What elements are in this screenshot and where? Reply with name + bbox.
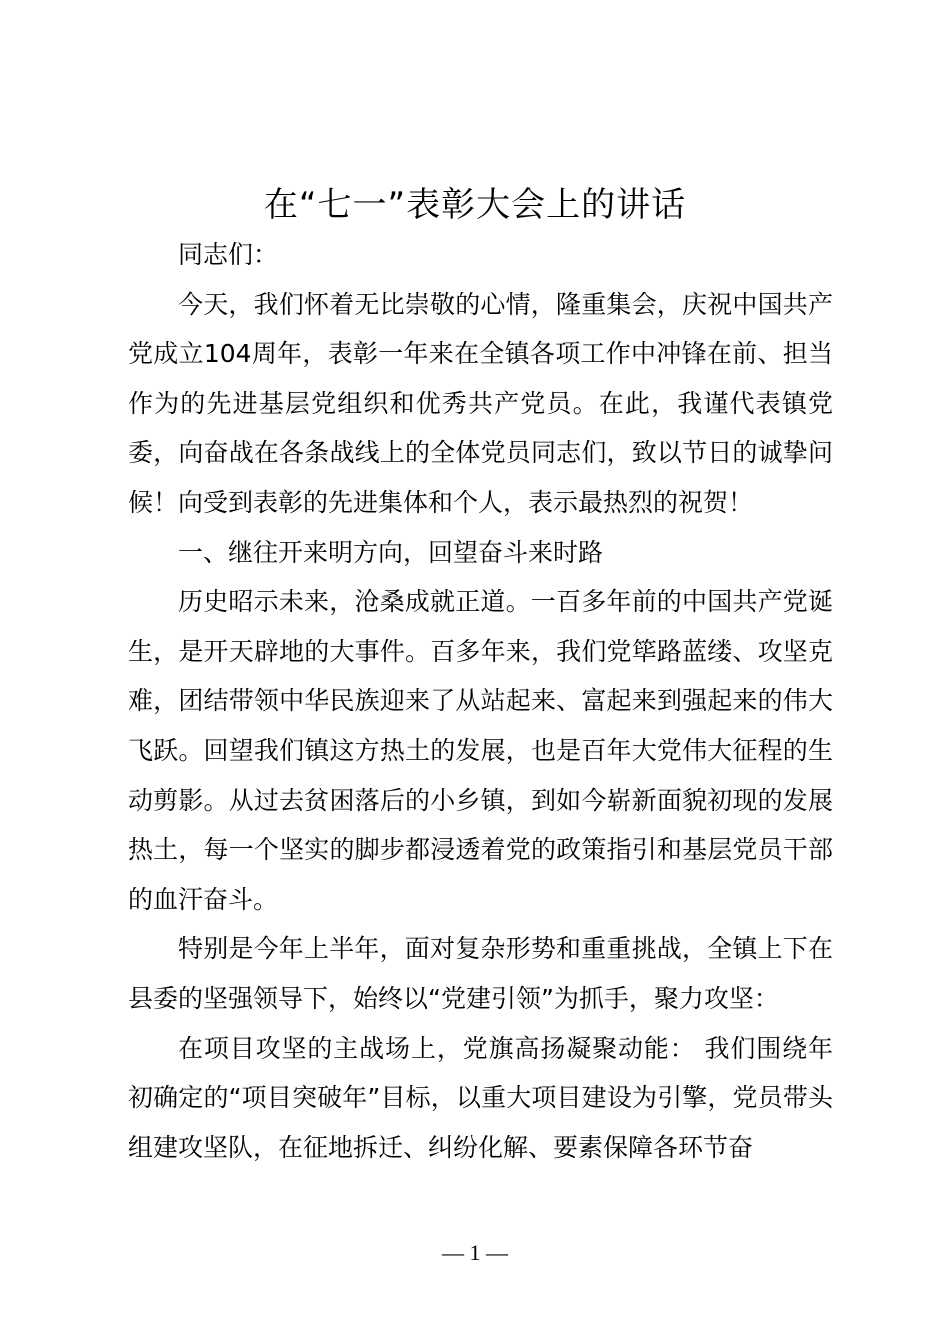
- salutation: 同志们：: [178, 240, 279, 269]
- paragraph-opening: 今天，我们怀着无比崇敬的心情，隆重集会，庆祝中国共产党成立104周年，表彰一年来在全镇各项工作中冲锋在前、担当作为的先进基层党组织和优秀共产党员。在此，我谨代表镇党委，向奋战在各条战线上的全体党员同志们，致以节日的诚挚问候！向受到表彰的先进集体和个人，表示最热烈的祝贺！: [128, 289, 833, 517]
- paragraph-history: 历史昭示未来，沧桑成就正道。一百多年前的中国共产党诞生，是开天辟地的大事件。百多年来，我们党筚路蓝缕、攻坚克难，团结带领中华民族迎来了从站起来、富起来到强起来的伟大飞跃。回望我们镇这方热土的发展，也是百年大党伟大征程的生动剪影。从过去贫困落后的小乡镇，到如今崭新面貌初现的发展热土，每一个坚实的脚步都浸透着党的政策指引和基层党员干部的血汗奋斗。: [128, 587, 833, 914]
- document-title: 在“七一”表彰大会上的讲话: [263, 185, 687, 225]
- paragraph-first-half: 特别是今年上半年，面对复杂形势和重重挑战，全镇上下在县委的坚强领导下，始终以“党建引领”为抓手，聚力攻坚：: [128, 934, 833, 1013]
- paragraph-projects: 在项目攻坚的主战场上，党旗高扬凝聚动能： 我们围绕年初确定的“项目突破年”目标，以重大项目建设为引擎，党员带头组建攻坚队，在征地拆迁、纠纷化解、要素保障各环节奋: [128, 1033, 833, 1162]
- page-number: — 1 —: [442, 1240, 508, 1265]
- section-heading-1: 一、继往开来明方向，回望奋斗来时路: [178, 537, 604, 567]
- document-body: [128, 230, 833, 1172]
